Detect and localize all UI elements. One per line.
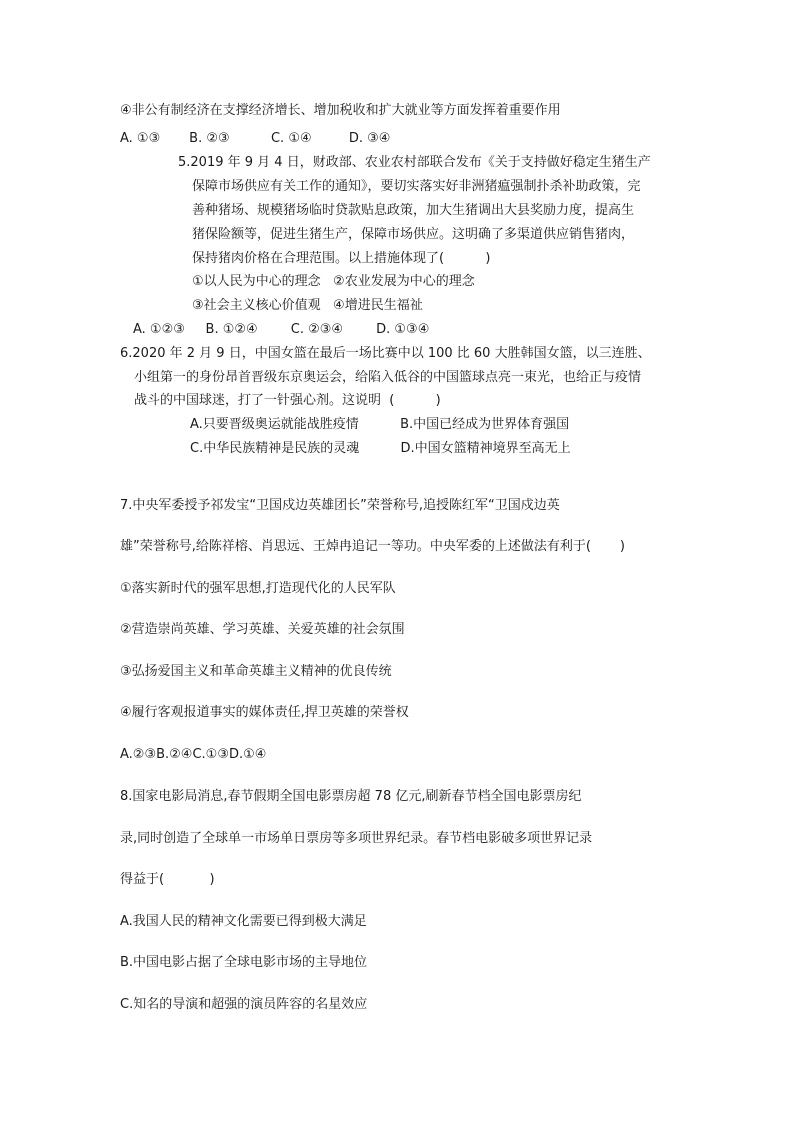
q7-line-2: 雄”荣誉称号,给陈祥榕、肖思远、王焯冉追记一等功。中央军委的上述做法有利于( ) — [120, 539, 625, 554]
q5-line-5: 保持猪肉价格在合理范围。以上措施体现了( ) — [192, 251, 491, 266]
q7-line-1: 7.中央军委授予祁发宝“卫国戍边英雄团长”荣誉称号,追授陈红军“卫国戍边英 — [120, 498, 560, 513]
q4-options: A. ①③ B. ②③ C. ①④ D. ③④ — [120, 131, 391, 146]
q7-statement-4: ④履行客观报道事实的媒体责任,捍卫英雄的荣誉权 — [120, 705, 409, 720]
q7-statement-2: ②营造崇尚英雄、学习英雄、关爱英雄的社会氛围 — [120, 622, 405, 637]
q8-line-3: 得益于( ) — [120, 872, 215, 887]
q8-option-a: A.我国人民的精神文化需要已得到极大满足 — [120, 914, 367, 929]
q5-line-3: 善种猪场、规模猪场临时贷款贴息政策，加大生猪调出大县奖励力度，提高生 — [192, 203, 635, 218]
q7-statement-1: ①落实新时代的强军思想,打造现代化的人民军队 — [120, 581, 396, 596]
q5-line-2: 保障市场供应有关工作的通知》，要切实落实好非洲猪瘟强制扑杀补助政策，完 — [192, 179, 641, 194]
q8-option-b: B.中国电影占据了全球电影市场的主导地位 — [120, 955, 368, 970]
q6-options-a-b: A.只要晋级奥运就能战胜疫情 B.中国已经成为世界体育强国 — [190, 417, 570, 432]
q5-line-1: 5.2019 年 9 月 4 日，财政部、农业农村部联合发布《关于支持做好稳定生猪生产 — [178, 155, 651, 170]
q6-options-c-d: C.中华民族精神是民族的灵魂 D.中国女篮精神境界至高无上 — [190, 441, 571, 456]
q5-line-4: 猪保险额等，促进生猪生产，保障市场供应。这明确了多渠道供应销售猪肉， — [192, 227, 635, 242]
q8-line-1: 8.国家电影局消息,春节假期全国电影票房超 78 亿元,刷新春节档全国电影票房纪 — [120, 789, 582, 804]
q4-statement-4: ④非公有制经济在支撑经济增长、增加税收和扩大就业等方面发挥着重要作用 — [120, 103, 561, 118]
q5-options: A. ①②③ B. ①②④ C. ②③④ D. ①③④ — [133, 322, 430, 337]
q5-statements-1-2: ①以人民为中心的理念 ②农业发展为中心的理念 — [192, 274, 475, 289]
q7-options: A.②③B.②④C.①③D.①④ — [120, 747, 267, 762]
q6-line-1: 6.2020 年 2 月 9 日，中国女篮在最后一场比赛中以 100 比 60 大胜韩国女篮，以三连胜、 — [120, 346, 651, 361]
q5-statements-3-4: ③社会主义核心价值观 ④增进民生福祉 — [192, 298, 423, 313]
q8-line-2: 录,同时创造了全球单一市场单日票房等多项世界纪录。春节档电影破多项世界记录 — [120, 831, 593, 846]
q6-line-3: 战斗的中国球迷，打了一针强心剂。这说明 ( ) — [134, 393, 441, 408]
q6-line-2: 小组第一的身份昂首晋级东京奥运会，给陷入低谷的中国篮球点亮一束光，也给正与疫情 — [134, 370, 642, 385]
q8-option-c: C.知名的导演和超强的演员阵容的名星效应 — [120, 997, 368, 1012]
q7-statement-3: ③弘扬爱国主义和革命英雄主义精神的优良传统 — [120, 664, 392, 679]
